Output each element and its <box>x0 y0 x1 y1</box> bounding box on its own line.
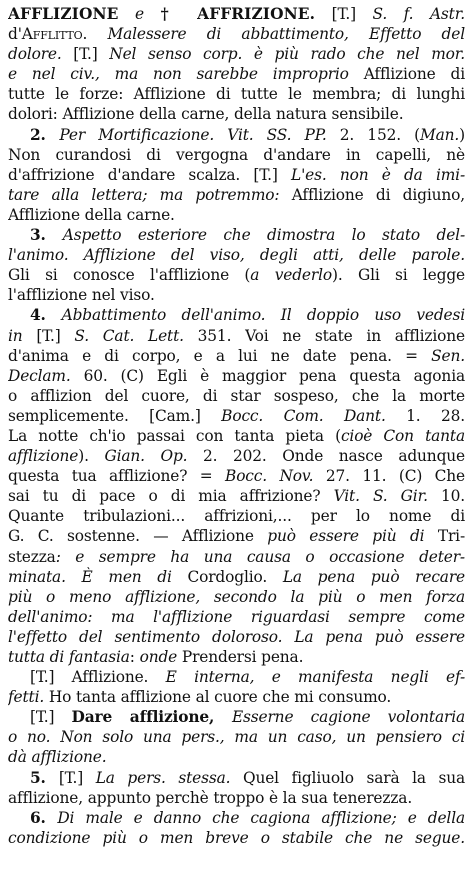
entry-text-segment: tutte le forze: Afflizione di tutte le membra; di lunghi <box>8 85 465 104</box>
entry-line <box>8 346 465 366</box>
entry-text-segment: l'animo. Afflizione del viso, degli atti, delle parole. <box>8 246 465 265</box>
entry-text-segment: 3. <box>30 226 63 245</box>
entry-text-segment: Abbattimento dell'animo. Il doppio uso vedesi <box>61 306 465 325</box>
entry-text-segment: o no. Non solo una pers., ma un caso, un pensiero ci <box>8 728 465 747</box>
entry-line <box>8 747 465 767</box>
entry-line <box>8 185 465 205</box>
entry-text-segment: afflizione <box>8 447 79 466</box>
entry-line <box>8 687 465 707</box>
entry-line <box>8 808 465 828</box>
entry-text-segment: onde <box>139 648 182 666</box>
entry-text-segment: Gli si conosce l'afflizione ( <box>8 266 251 285</box>
entry-text-segment: ). <box>78 447 105 466</box>
entry-line <box>8 768 465 788</box>
entry-line <box>8 326 465 346</box>
entry-text-segment: tutta di fantasia <box>8 648 130 666</box>
entry-text-segment: La pena può recare <box>282 567 465 586</box>
entry-line <box>8 506 465 526</box>
entry-heading-line <box>8 4 465 24</box>
entry-text-segment: Quante tribulazioni... affrizioni,... per lo nome di <box>8 507 465 526</box>
entry-text-segment: afflizione, appunto perchè troppo è la sua tenerezza. <box>8 788 413 807</box>
entry-line <box>8 587 465 607</box>
entry-line <box>8 426 465 446</box>
entry-text-segment: 1. 28. <box>385 406 465 425</box>
entry-text-segment: stezza <box>8 547 56 566</box>
entry-text-segment: Gian. Op. <box>104 447 188 466</box>
entry-text-segment: a vederlo <box>250 266 332 285</box>
entry-text-segment: Prendersi pena. <box>181 648 304 666</box>
entry-text-segment: questa tua afflizione? = <box>8 467 226 486</box>
entry-text-segment: dà afflizione. <box>8 748 107 767</box>
entry-line <box>8 446 465 466</box>
entry-text-segment: ). Gli si legge <box>331 266 465 285</box>
entry-variant-headword: AFFRIZIONE. <box>197 5 316 23</box>
entry-headword: AFFLIZIONE <box>8 5 119 23</box>
entry-text-segment: dolori: Afflizione della carne, della natura sensibile. <box>8 105 404 124</box>
entry-text-segment: può essere più di <box>267 527 438 546</box>
entry-text-segment: S. Cat. Lett. <box>74 326 184 345</box>
entry-text-segment: . <box>82 25 108 44</box>
entry-text-segment: E interna, e manifesta negli ef- <box>165 668 465 687</box>
entry-text-segment: 4. <box>30 306 62 325</box>
entry-text-segment: tare alla lettera; ma potremmo: <box>8 185 292 204</box>
entry-text-segment: Nel senso corp. è più rado che nel mor. <box>109 45 465 64</box>
entry-line <box>8 406 465 426</box>
entry-text-segment: S. f. Astr. <box>372 5 465 23</box>
entry-line <box>8 486 465 506</box>
entry-text-segment: Sen. <box>431 346 465 365</box>
entry-line <box>8 125 465 145</box>
entry-text-segment: sai tu di pace o di mia affrizione? <box>8 487 334 506</box>
entry-text-segment: L'es. non è da imi- <box>291 165 465 184</box>
entry-text-segment: Cordoglio. <box>187 567 283 586</box>
entry-text-segment: l'effetto del sentimento doloroso. La pena può essere <box>8 627 465 646</box>
entry-text-segment: fetti. <box>8 688 49 707</box>
entry-text-segment: Esserne cagione volontaria <box>231 708 465 727</box>
entry-text-segment: 351. Voi ne state in afflizione <box>183 326 465 345</box>
entry-line <box>8 647 465 667</box>
entry-text-segment: d'affrizione d'andare scalza. [T.] <box>8 165 291 184</box>
entry-line <box>8 265 465 285</box>
entry-text-segment: cioè Con tanta <box>340 426 465 445</box>
entry-line <box>8 788 465 808</box>
entry-text-segment: Quel figliuolo sarà la sua <box>242 768 465 787</box>
entry-text-segment: Afflizione di <box>363 65 465 84</box>
entry-text-segment: 10. <box>427 487 465 506</box>
entry-text-segment: [T.] <box>315 5 373 23</box>
entry-text-segment: [T.] <box>73 45 110 64</box>
entry-line <box>8 386 465 406</box>
entry-variant-join: e <box>135 5 145 23</box>
entry-text-segment: 60. (C) Egli è maggior pena questa agonia <box>70 366 465 385</box>
entry-text-segment: in <box>8 326 37 345</box>
entry-body <box>8 24 465 848</box>
entry-line <box>8 245 465 265</box>
entry-text-segment: [T.] <box>58 768 96 787</box>
entry-line <box>8 707 465 727</box>
entry-line <box>8 366 465 386</box>
entry-text-segment: Afflitto <box>21 25 83 44</box>
entry-text-segment: l'afflizione nel viso. <box>8 286 155 305</box>
entry-text-segment: Di male e danno che cagiona afflizione; e della <box>57 808 465 827</box>
entry-line <box>8 727 465 747</box>
entry-line <box>8 285 465 305</box>
entry-text-segment: dolore. <box>8 45 74 64</box>
entry-text-segment: [T.] <box>36 326 75 345</box>
entry-text-segment: Malessere di abbattimento, Effetto del <box>107 25 465 44</box>
entry-text-segment: Declam. <box>8 366 71 385</box>
entry-text-segment: : e sempre ha una causa o occasione deter- <box>55 547 465 566</box>
entry-text-segment: Afflizione della carne. <box>8 205 175 224</box>
entry-text-segment: : <box>129 648 140 666</box>
entry-text-segment: Vit. S. Gir. <box>333 487 428 506</box>
entry-text-segment: minata. È men di <box>8 567 188 586</box>
entry-text-segment: La pers. stessa. <box>95 768 243 787</box>
entry-text-segment: Non curandosi di vergogna d'andare in capelli, nè <box>8 145 465 164</box>
entry-text-segment: Bocc. Nov. <box>225 467 314 486</box>
entry-text-segment: 2. <box>30 125 60 144</box>
entry-text-segment: condizione più o men breve o stabile che ne segue. <box>8 828 465 847</box>
entry-line <box>8 466 465 486</box>
dictionary-entry-afflizione <box>8 4 465 848</box>
entry-line <box>8 64 465 84</box>
entry-line <box>8 526 465 546</box>
entry-text-segment: e nel civ., ma non sarebbe improprio <box>8 65 364 84</box>
entry-line <box>8 145 465 165</box>
entry-text-segment: 6. <box>30 808 58 827</box>
entry-text-segment: Aspetto esteriore che dimostra lo stato del- <box>62 226 465 245</box>
entry-line <box>8 44 465 64</box>
entry-line <box>8 547 465 567</box>
entry-text-segment: Man. <box>420 125 460 144</box>
entry-heading-rest <box>315 5 465 23</box>
entry-text-segment: Bocc. Com. Dant. <box>221 406 386 425</box>
entry-line <box>8 305 465 325</box>
entry-text-segment: G. C. sostenne. — Afflizione <box>8 527 268 546</box>
entry-text-segment: d' <box>8 25 22 44</box>
entry-line <box>8 627 465 647</box>
entry-dagger: † <box>160 5 181 23</box>
entry-text-segment: ) <box>459 125 465 144</box>
entry-text-segment: 5. <box>30 768 59 787</box>
entry-line <box>8 828 465 848</box>
entry-line <box>8 567 465 587</box>
entry-line <box>8 205 465 225</box>
entry-text-segment: Tri- <box>437 527 465 546</box>
entry-text-segment: 2. 202. Onde nasce adunque <box>187 447 465 466</box>
entry-text-segment: d'anima e di corpo, e a lui ne date pena. = <box>8 346 432 365</box>
entry-line <box>8 84 465 104</box>
entry-text-segment: Per Mortificazione. Vit. SS. PP. <box>59 125 327 144</box>
entry-text-segment: o afflizion del cuore, di star sospeso, che la morte <box>8 386 465 405</box>
entry-text-segment: [T.] <box>30 708 72 727</box>
entry-text-segment: dell'animo: ma l'afflizione riguardasi sempre come <box>8 607 465 626</box>
entry-line <box>8 607 465 627</box>
entry-line <box>8 667 465 687</box>
entry-text-segment: semplicemente. [Cam.] <box>8 406 222 425</box>
entry-line <box>8 225 465 245</box>
entry-text-segment: 2. 152. ( <box>326 125 420 144</box>
entry-line <box>8 104 465 124</box>
entry-text-segment: Afflizione di digiuno, <box>291 185 465 204</box>
entry-text-segment: 27. 11. (C) Che <box>313 467 465 486</box>
entry-line <box>8 24 465 44</box>
entry-line <box>8 165 465 185</box>
entry-text-segment: La notte ch'io passai con tanta pieta ( <box>8 426 341 445</box>
entry-text-segment: Dare afflizione, <box>71 708 232 727</box>
entry-text-segment: [T.] Afflizione. <box>30 668 166 687</box>
entry-text-segment: Ho tanta afflizione al cuore che mi consumo. <box>48 688 392 707</box>
entry-text-segment: più o meno afflizione, secondo la più o men forza <box>8 587 465 606</box>
